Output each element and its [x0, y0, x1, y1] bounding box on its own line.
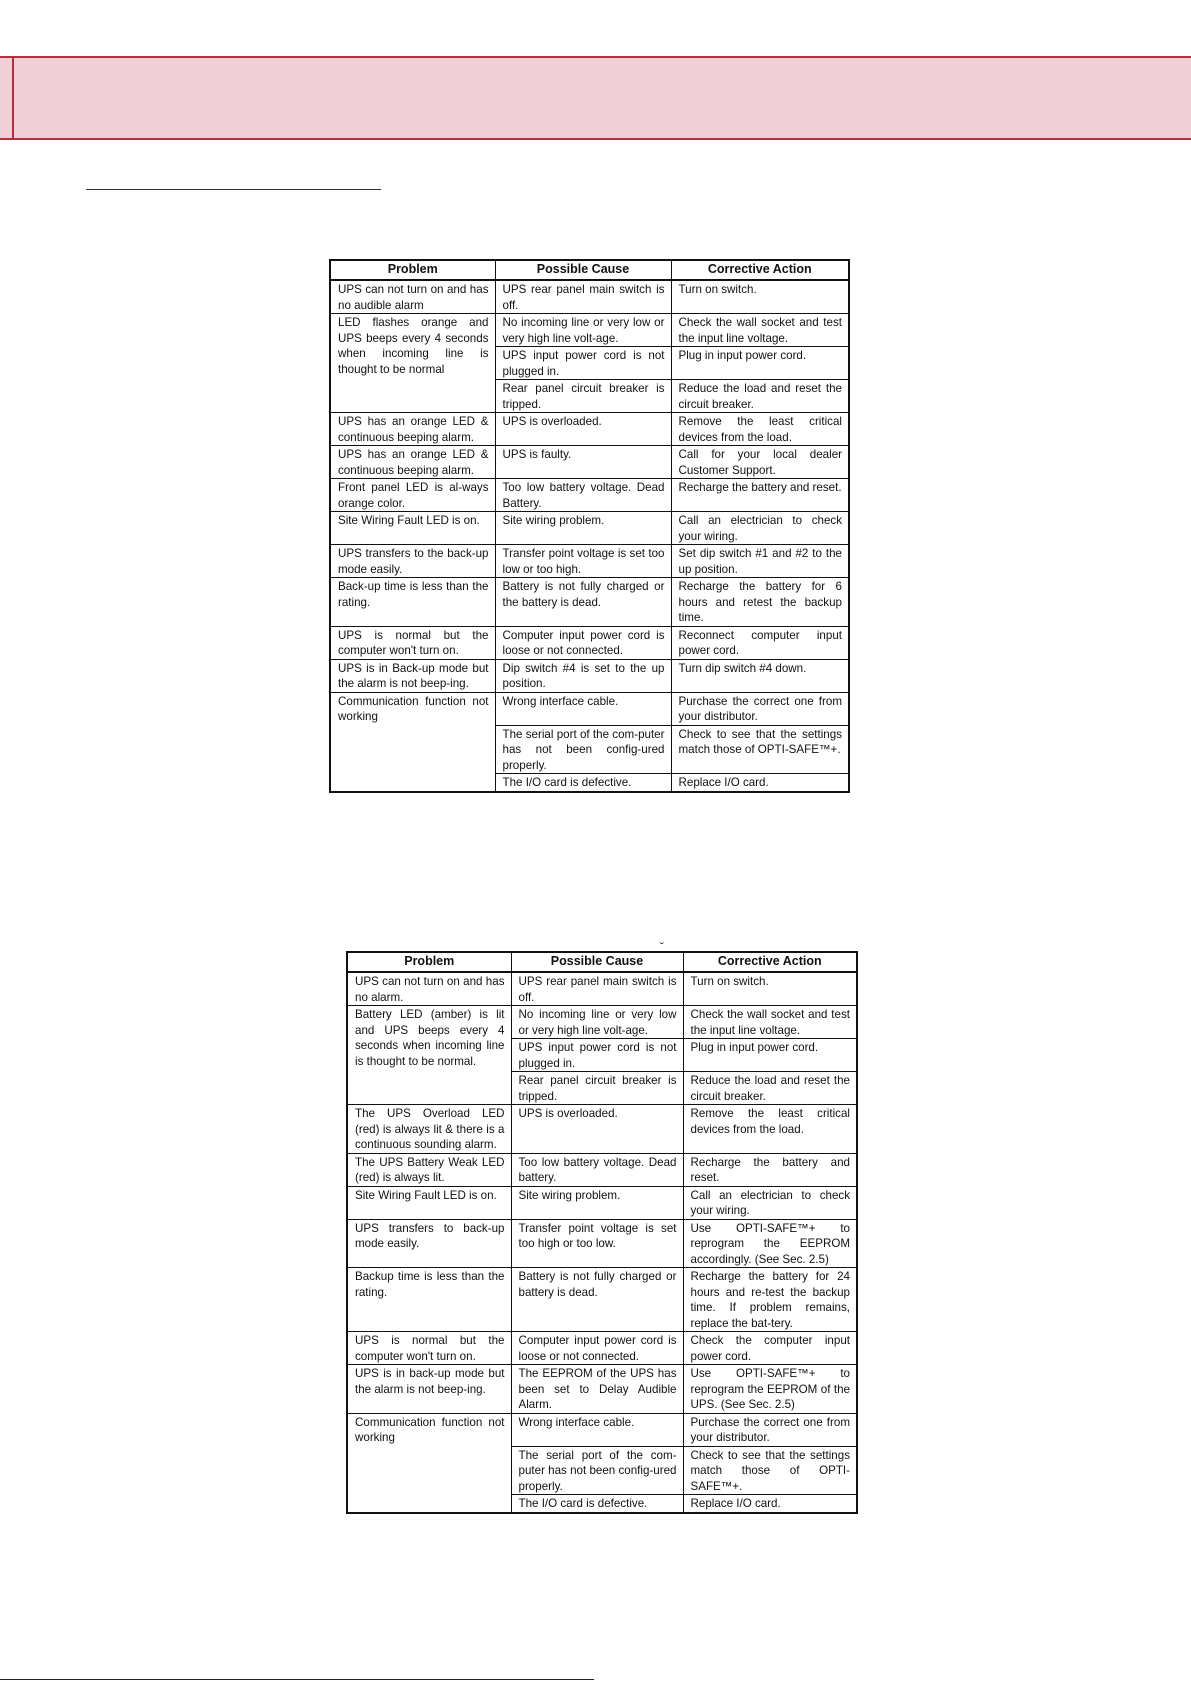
header-corrective-action: Corrective Action	[683, 952, 857, 972]
table-row	[330, 446, 849, 479]
action-cell: Turn dip switch #4 down.	[671, 659, 849, 692]
table-row	[330, 626, 849, 659]
problem-cell: UPS can not turn on and has no alarm.	[347, 972, 511, 1006]
cause-cell: UPS input power cord is not plugged in.	[511, 1039, 683, 1072]
cause-cell: Transfer point voltage is set too low or too high.	[495, 545, 671, 578]
action-cell: Set dip switch #1 and #2 to the up position.	[671, 545, 849, 578]
table-row	[347, 972, 857, 1006]
cause-cell: Site wiring problem.	[495, 512, 671, 545]
cause-cell: Wrong interface cable.	[511, 1413, 683, 1446]
table-row	[330, 413, 849, 446]
cause-cell: UPS is faulty.	[495, 446, 671, 479]
cause-cell: Battery is not fully charged or the battery is dead.	[495, 578, 671, 627]
action-cell: Remove the least critical devices from the load.	[683, 1105, 857, 1154]
header-possible-cause: Possible Cause	[511, 952, 683, 972]
action-cell: Replace I/O card.	[683, 1495, 857, 1513]
action-cell: Call an electrician to check your wiring.	[683, 1186, 857, 1219]
action-cell: Recharge the battery for 24 hours and re-test the backup time. If problem remains, replace the bat-tery.	[683, 1268, 857, 1332]
cause-cell: The serial port of the com-puter has not been config-ured properly.	[495, 725, 671, 774]
table-row	[330, 545, 849, 578]
problem-cell: Site Wiring Fault LED is on.	[330, 512, 495, 545]
action-cell: Use OPTI-SAFE™+ to reprogram the EEPROM of the UPS. (See Sec. 2.5)	[683, 1365, 857, 1414]
problem-cell: Site Wiring Fault LED is on.	[347, 1186, 511, 1219]
table-row	[330, 314, 849, 347]
cause-cell: Too low battery voltage. Dead Battery.	[495, 479, 671, 512]
action-cell: Reduce the load and reset the circuit breaker.	[671, 380, 849, 413]
action-cell: Recharge the battery and reset.	[671, 479, 849, 512]
cause-cell: Transfer point voltage is set too high or too low.	[511, 1219, 683, 1268]
problem-cell: Back-up time is less than the rating.	[330, 578, 495, 627]
cause-cell: The serial port of the com-puter has not been config-ured properly.	[511, 1446, 683, 1495]
problem-cell: UPS is in Back-up mode but the alarm is not beep-ing.	[330, 659, 495, 692]
table-row	[347, 1186, 857, 1219]
troubleshooting-table-1	[329, 259, 850, 793]
cause-cell: UPS rear panel main switch is off.	[495, 280, 671, 314]
cause-cell: UPS is overloaded.	[495, 413, 671, 446]
table-row	[330, 692, 849, 725]
problem-cell: UPS is normal but the computer won't turn on.	[330, 626, 495, 659]
action-cell: Turn on switch.	[671, 280, 849, 314]
table-header-row	[347, 952, 857, 972]
table-row	[330, 578, 849, 627]
scan-mark: ˘	[660, 940, 664, 954]
table-row	[330, 280, 849, 314]
action-cell: Replace I/O card.	[671, 774, 849, 792]
header-problem: Problem	[347, 952, 511, 972]
section-heading-rule	[86, 189, 381, 190]
problem-cell: UPS transfers to the back-up mode easily.	[330, 545, 495, 578]
cause-cell: No incoming line or very low or very high line volt-age.	[495, 314, 671, 347]
action-cell: Reduce the load and reset the circuit breaker.	[683, 1072, 857, 1105]
problem-cell: UPS has an orange LED & continuous beeping alarm.	[330, 413, 495, 446]
cause-cell: Rear panel circuit breaker is tripped.	[511, 1072, 683, 1105]
action-cell: Check the wall socket and test the input line voltage.	[683, 1006, 857, 1039]
cause-cell: Wrong interface cable.	[495, 692, 671, 725]
cause-cell: No incoming line or very low or very high line volt-age.	[511, 1006, 683, 1039]
cause-cell: The I/O card is defective.	[511, 1495, 683, 1513]
problem-cell: UPS transfers to back-up mode easily.	[347, 1219, 511, 1268]
footer-rule	[0, 1679, 594, 1680]
cause-cell: Site wiring problem.	[511, 1186, 683, 1219]
action-cell: Purchase the correct one from your distributor.	[671, 692, 849, 725]
header-problem: Problem	[330, 260, 495, 280]
problem-cell: Communication function not working	[347, 1413, 511, 1513]
problem-cell: The UPS Battery Weak LED (red) is always lit.	[347, 1153, 511, 1186]
action-cell: Check the computer input power cord.	[683, 1332, 857, 1365]
table-row	[347, 1006, 857, 1039]
cause-cell: UPS input power cord is not plugged in.	[495, 347, 671, 380]
action-cell: Check to see that the settings match those of OPTI-SAFE™+.	[683, 1446, 857, 1495]
action-cell: Check the wall socket and test the input line voltage.	[671, 314, 849, 347]
action-cell: Recharge the battery for 6 hours and retest the backup time.	[671, 578, 849, 627]
action-cell: Turn on switch.	[683, 972, 857, 1006]
cause-cell: UPS is overloaded.	[511, 1105, 683, 1154]
problem-cell: UPS can not turn on and has no audible alarm	[330, 280, 495, 314]
cause-cell: Battery is not fully charged or battery is dead.	[511, 1268, 683, 1332]
header-left-rule	[12, 56, 14, 140]
table-row	[330, 659, 849, 692]
cause-cell: Computer input power cord is loose or not connected.	[495, 626, 671, 659]
problem-cell: Backup time is less than the rating.	[347, 1268, 511, 1332]
table-row	[347, 1153, 857, 1186]
problem-cell: UPS has an orange LED & continuous beeping alarm.	[330, 446, 495, 479]
action-cell: Remove the least critical devices from the load.	[671, 413, 849, 446]
table-row	[347, 1332, 857, 1365]
cause-cell: UPS rear panel main switch is off.	[511, 972, 683, 1006]
cause-cell: Computer input power cord is loose or not connected.	[511, 1332, 683, 1365]
action-cell: Purchase the correct one from your distributor.	[683, 1413, 857, 1446]
header-possible-cause: Possible Cause	[495, 260, 671, 280]
header-corrective-action: Corrective Action	[671, 260, 849, 280]
table-row	[347, 1105, 857, 1154]
table-row	[347, 1365, 857, 1414]
action-cell: Call an electrician to check your wiring.	[671, 512, 849, 545]
action-cell: Plug in input power cord.	[683, 1039, 857, 1072]
action-cell: Call for your local dealer Customer Support.	[671, 446, 849, 479]
cause-cell: Too low battery voltage. Dead battery.	[511, 1153, 683, 1186]
troubleshooting-table-2	[346, 951, 858, 1514]
problem-cell: UPS is normal but the computer won't turn on.	[347, 1332, 511, 1365]
problem-cell: Communication function not working	[330, 692, 495, 792]
problem-cell: UPS is in back-up mode but the alarm is not beep-ing.	[347, 1365, 511, 1414]
table-row	[330, 512, 849, 545]
cause-cell: The EEPROM of the UPS has been set to Delay Audible Alarm.	[511, 1365, 683, 1414]
action-cell: Use OPTI-SAFE™+ to reprogram the EEPROM accordingly. (See Sec. 2.5)	[683, 1219, 857, 1268]
problem-cell: LED flashes orange and UPS beeps every 4 seconds when incoming line is thought to be normal	[330, 314, 495, 413]
action-cell: Check to see that the settings match those of OPTI-SAFE™+.	[671, 725, 849, 774]
action-cell: Reconnect computer input power cord.	[671, 626, 849, 659]
action-cell: Plug in input power cord.	[671, 347, 849, 380]
header-band	[0, 56, 1191, 140]
action-cell: Recharge the battery and reset.	[683, 1153, 857, 1186]
problem-cell: Front panel LED is al-ways orange color.	[330, 479, 495, 512]
table-header-row	[330, 260, 849, 280]
problem-cell: Battery LED (amber) is lit and UPS beeps every 4 seconds when incoming line is thought to be normal.	[347, 1006, 511, 1105]
cause-cell: Dip switch #4 is set to the up position.	[495, 659, 671, 692]
cause-cell: The I/O card is defective.	[495, 774, 671, 792]
table-row	[330, 479, 849, 512]
table-row	[347, 1268, 857, 1332]
table-row	[347, 1219, 857, 1268]
cause-cell: Rear panel circuit breaker is tripped.	[495, 380, 671, 413]
problem-cell: The UPS Overload LED (red) is always lit & there is a continuous sounding alarm.	[347, 1105, 511, 1154]
table-row	[347, 1413, 857, 1446]
